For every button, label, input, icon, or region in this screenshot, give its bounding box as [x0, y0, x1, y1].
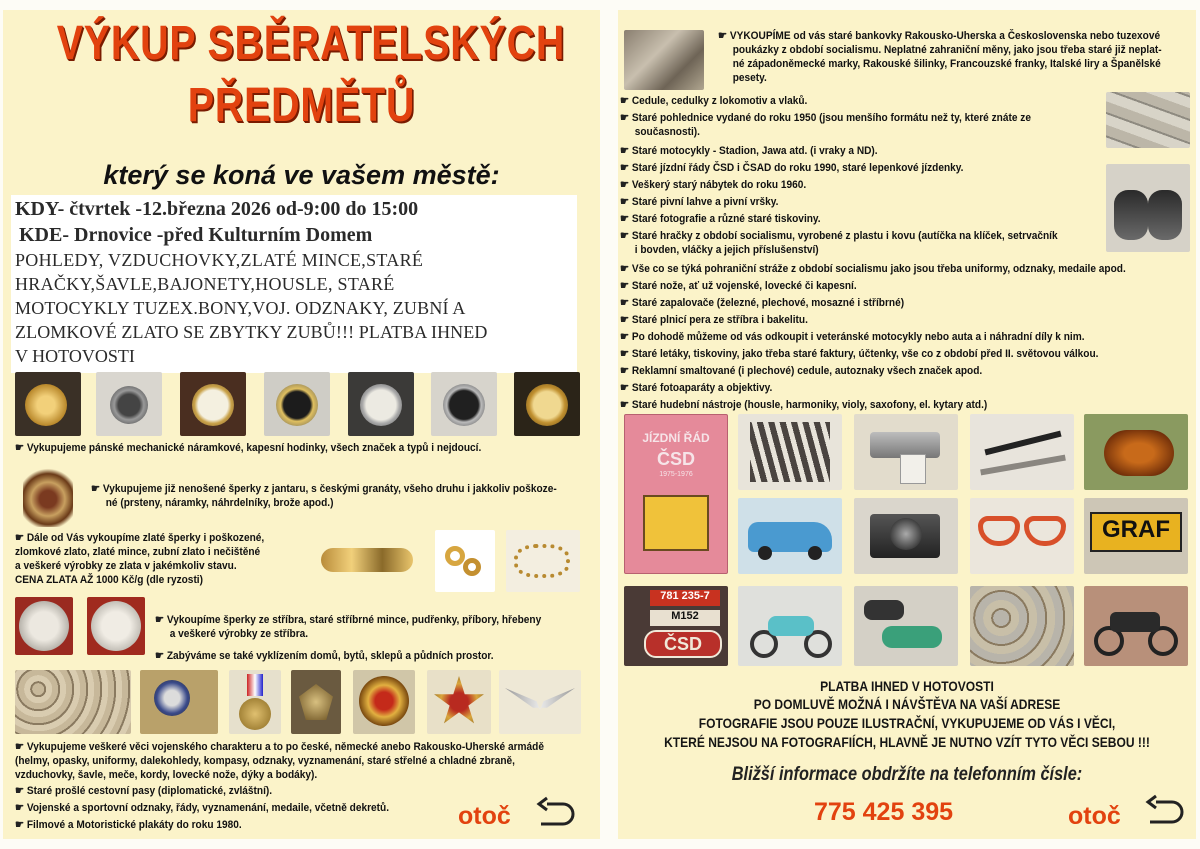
train-plate-photo [624, 586, 728, 666]
timetable-sub: ČSD [656, 449, 695, 469]
glasses-photo [970, 498, 1074, 574]
motorcycle-photo [1084, 586, 1188, 666]
pointing-hand-icon: ☛ [15, 785, 25, 797]
list-item: ☛ Veškerý starý nábytek do roku 1960. [620, 179, 807, 191]
military-bullet: ☛ Vykupujeme veškeré věci vojenského charakteru a to po české, německé anebo Rakousko-Uherské armádě (helmy, opasky, uniformy, dalekohledy, kompasy, odznaky, vyznamenání, staré střelné a chladné zbraně, vzduchovky, šavle, meče, kordy, lovecké nože, dýky a bodáky). [15, 741, 544, 781]
garnet-brooch-photo [23, 465, 73, 527]
watch-photo [96, 372, 162, 436]
pointing-hand-icon: ☛ [620, 314, 630, 326]
knives-photo [970, 414, 1074, 490]
watch-photo [514, 372, 580, 436]
graf-sign-photo [1084, 498, 1188, 574]
list-item: ☛ Po dohodě můžeme od vás odkoupit i veteránské motocykly nebo auta a i náhradní díly k nim. [620, 331, 1085, 343]
list-item: ☛ Staré fotografie a různé staré tiskoviny. [620, 213, 821, 225]
event-where: KDE- Drnovice -před Kulturním Domem [19, 224, 373, 246]
clearing-bullet: ☛ Zabýváme se také vyklízením domů, bytů, sklepů a půdních prostor. [155, 650, 494, 662]
graf-sign-text: GRAF [1102, 516, 1170, 543]
pointing-hand-icon: ☛ [155, 650, 165, 662]
gold-rings-photo [435, 530, 495, 592]
list-item: ☛ Staré pivní lahve a pivní vršky. [620, 196, 779, 208]
postcards-photo [1106, 92, 1190, 148]
silver-bullet: ☛ Vykoupíme šperky ze stříbra, staré stříbrné mince, pudřenky, příbory, hřebeny a veškeré výrobky ze stříbra. [155, 614, 542, 640]
star-badge-photo [353, 670, 415, 734]
pointing-hand-icon: ☛ [620, 179, 630, 191]
order-badge-photo [427, 670, 491, 734]
items-line-4: ZLOMKOVÉ ZLATO SE ZBYTKY ZUBŮ!!! PLATBA IHNED [15, 322, 488, 342]
footer-line-4: KTERÉ NEJSOU NA FOTOGRAFIÍCH, HLAVNĚ JE NUTNO VZÍT TYTO VĚCI SEBOU !!! [664, 734, 1150, 750]
list-item: ☛ Staré letáky, tiskoviny, jako třeba staré faktury, účtenky, vše co z období před II. světovou válkou. [620, 348, 1099, 360]
badges-bullet: ☛ Vojenské a sportovní odznaky, řády, vyznamenání, medaile, včetně dekretů. [15, 802, 390, 814]
left-page [3, 10, 600, 839]
silver-coin-photo [87, 597, 145, 655]
pointing-hand-icon: ☛ [620, 280, 630, 292]
silver-coin-photo [15, 597, 73, 655]
timetable-years: 1975-1976 [659, 471, 693, 478]
turn-over-label: otoč [458, 802, 511, 830]
motorcycle-parts-photo [854, 586, 958, 666]
watch-photo [15, 372, 81, 436]
banknotes-photo [624, 30, 704, 90]
timetable-photo [624, 414, 728, 574]
pointing-hand-icon: ☛ [620, 263, 630, 275]
banknotes-bullet: ☛ VYKOUPÍME od vás staré bankovky Rakousko-Uherska a Československa nebo tuzexové poukázky z období socialismu. Neplatné zahraniční měny, jako jsou třeba staré již neplat- né západoněmecké marky, Rakouské šilinky, Francouzské franky, Italské liry a Španělské pesety. [718, 30, 1162, 84]
phone-number: 775 425 395 [814, 798, 954, 826]
title-line-1-wrap [3, 16, 600, 71]
toy-pistol-photo [854, 414, 958, 490]
list-item: ☛ Staré hračky z období socialismu, vyrobené z plastu i kovu (autíčka na klíček, setrvačník i bovden, vláčky a jejich příslušenství) [620, 230, 1058, 256]
return-arrow-icon [1142, 794, 1188, 834]
watch-photo [180, 372, 246, 436]
list-item: ☛ Staré pohlednice vydané do roku 1950 (jsou menšího formátu než ty, které znáte ze současnosti). [620, 112, 1031, 138]
footer-line-1: PLATBA IHNED V HOTOVOSTI [820, 678, 994, 694]
pointing-hand-icon: ☛ [15, 442, 25, 454]
list-item: ☛ Staré nože, ať už vojenské, lovecké či kapesní. [620, 280, 857, 292]
pointing-hand-icon: ☛ [620, 112, 630, 124]
items-line-3: MOTOCYKLY TUZEX.BONY,VOJ. ODZNAKY, ZUBNÍ A [15, 298, 466, 318]
moped-photo [738, 586, 842, 666]
items-line-1: POHLEDY, VZDUCHOVKY,ZLATÉ MINCE,STARÉ [15, 250, 424, 270]
wings-badge-photo [499, 670, 581, 734]
list-item: ☛ Staré hudební nástroje (housle, harmoniky, violy, saxofony, el. kytary atd.) [620, 399, 988, 411]
jewelry-bullet: ☛ Vykupujeme již nenošené šperky z jantaru, s českými granáty, všeho druhu i jakkoliv poškoze- né (prsteny, náramky, náhrdelníky, brože apod.) [91, 483, 557, 509]
medal-photo [229, 670, 281, 734]
list-item: ☛ Staré fotoaparáty a objektivy. [620, 382, 773, 394]
eagle-badge-photo [291, 670, 341, 734]
info-line: Bližší informace obdržíte na telefonním čísle: [731, 764, 1083, 785]
fountain-pens-photo [738, 414, 842, 490]
pointing-hand-icon: ☛ [620, 162, 630, 174]
plate-model: M152 [650, 610, 720, 626]
list-item: ☛ Cedule, cedulky z lokomotiv a vlaků. [620, 95, 808, 107]
parachute-badge-photo [140, 670, 218, 734]
pointing-hand-icon: ☛ [15, 802, 25, 814]
pointing-hand-icon: ☛ [620, 399, 630, 411]
gold-bullet: ☛ Dále od Vás vykoupíme zlaté šperky i poškozené, zlomkové zlato, zlaté mince, zubní zlato i nečištěné a veškeré výrobky ze zlata v jakémkoliv stavu. CENA ZLATA AŽ 1000 Kč/g (dle ryzosti) [15, 532, 265, 586]
list-item: ☛ Vše co se týká pohraniční stráže z období socialismu jako jsou třeba uniformy, odznaky, medaile apod. [620, 263, 1126, 275]
watch-photo [264, 372, 330, 436]
pointing-hand-icon: ☛ [620, 348, 630, 360]
gold-jewelry-photo [313, 530, 421, 592]
list-item: ☛ Staré jízdní řády ČSD i ČSAD do roku 1990, staré lepenkové jízdenky. [620, 162, 964, 174]
list-item: ☛ Reklamní smaltované (i plechové) cedule, autoznaky všech značek apod. [620, 365, 983, 377]
list-item: ☛ Staré zapalovače (železné, plechové, mosazné i stříbrné) [620, 297, 905, 309]
pointing-hand-icon: ☛ [620, 331, 630, 343]
pointing-hand-icon: ☛ [91, 483, 101, 495]
pointing-hand-icon: ☛ [620, 382, 630, 394]
pointing-hand-icon: ☛ [15, 819, 25, 831]
title-line-2: PŘEDMĚTŮ [187, 79, 416, 132]
items-line-2: HRAČKY,ŠAVLE,BAJONETY,HOUSLE, STARÉ [15, 274, 395, 294]
title-line-1: VÝKUP SBĚRATELSKÝCH [56, 17, 566, 70]
pointing-hand-icon: ☛ [620, 213, 630, 225]
badges-collection-photo [15, 670, 131, 734]
timetable-title: JÍZDNÍ ŘÁD [642, 431, 710, 445]
pointing-hand-icon: ☛ [620, 145, 630, 157]
footer-line-2: PO DOMLUVĚ MOŽNÁ I NÁVŠTĚVA NA VAŠÍ ADRESE [753, 696, 1061, 712]
right-page [618, 10, 1196, 839]
pointing-hand-icon: ☛ [620, 230, 630, 242]
posters-bullet: ☛ Filmové a Motoristické plakáty do roku 1980. [15, 819, 242, 831]
footer-line-3: FOTOGRAFIE JSOU POUZE ILUSTRAČNÍ, VYKUPUJEME OD VÁS I VĚCI, [698, 715, 1116, 731]
watches-bullet: ☛ Vykupujeme pánské mechanické náramkové, kapesní hodinky, všech značek a typů i nejdoucí. [15, 442, 482, 454]
items-line-5: V HOTOVOSTI [15, 346, 135, 363]
plate-csd: ČSD [644, 630, 722, 658]
gold-chains-photo [506, 530, 580, 592]
watch-photo [348, 372, 414, 436]
pointing-hand-icon: ☛ [718, 30, 728, 42]
coins-photo [970, 586, 1074, 666]
subtitle: který se koná ve vašem městě: [103, 160, 500, 190]
pointing-hand-icon: ☛ [620, 297, 630, 309]
pointing-hand-icon: ☛ [155, 614, 165, 626]
plate-number: 781 235-7 [650, 590, 720, 606]
event-when: KDY- čtvrtek -12.března 2026 od-9:00 do 15:00 [15, 198, 419, 220]
watch-photo [431, 372, 497, 436]
return-arrow-icon [533, 796, 579, 834]
passports-bullet: ☛ Staré prošlé cestovní pasy (diplomatické, zvláštní). [15, 785, 273, 797]
pointing-hand-icon: ☛ [620, 95, 630, 107]
title-line-2-wrap [3, 78, 600, 133]
pointing-hand-icon: ☛ [15, 532, 25, 544]
violin-photo [1084, 414, 1188, 490]
pointing-hand-icon: ☛ [620, 196, 630, 208]
pointing-hand-icon: ☛ [15, 741, 25, 753]
pointing-hand-icon: ☛ [620, 365, 630, 377]
list-item: ☛ Staré motocykly - Stadion, Jawa atd. (i vraky a ND). [620, 145, 878, 157]
toy-car-photo [738, 498, 842, 574]
turn-over-label: otoč [1068, 802, 1121, 830]
list-item: ☛ Staré plnicí pera ze stříbra i bakelitu. [620, 314, 808, 326]
camera-photo [854, 498, 958, 574]
